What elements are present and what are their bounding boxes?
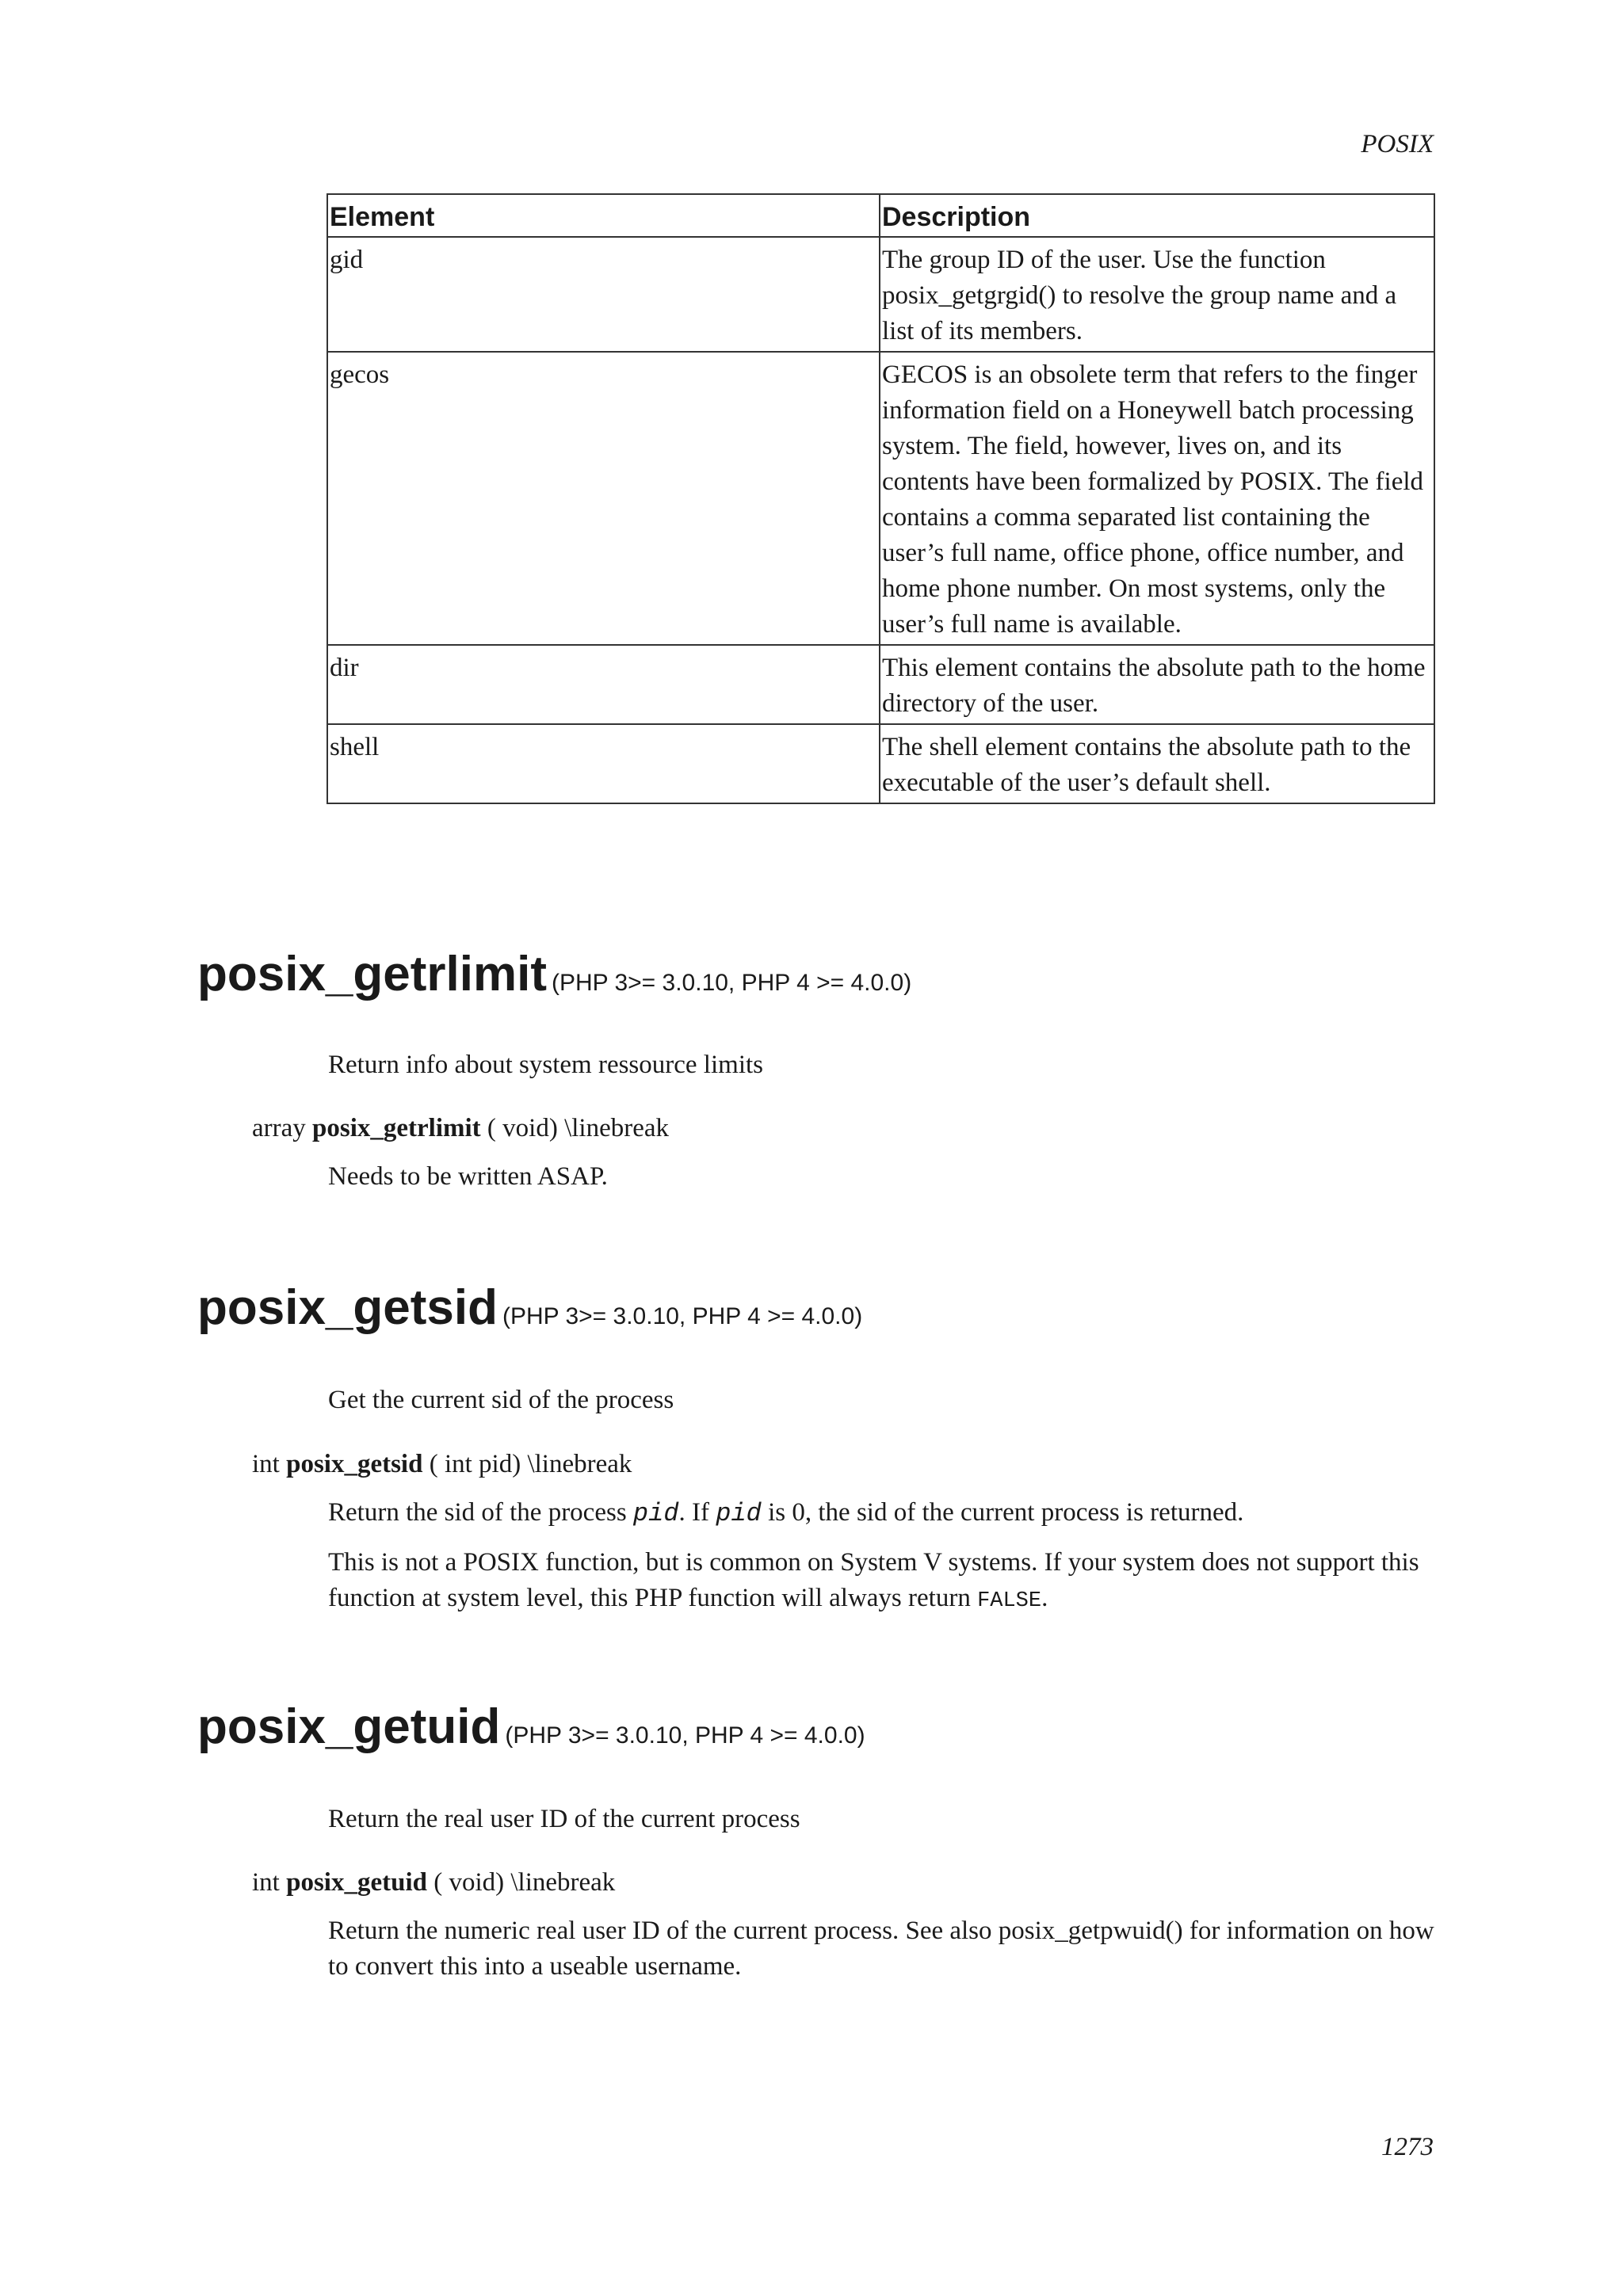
function-description — [328, 1495, 1438, 1531]
version-info: (PHP 3>= 3.0.10, PHP 4 >= 4.0.0) — [505, 1722, 865, 1749]
entry-title-posix-getrlimit — [197, 945, 911, 1013]
table-row — [327, 237, 1434, 352]
page-number: 1273 — [1381, 2133, 1434, 2161]
function-purpose: Get the current sid of the process — [328, 1386, 674, 1414]
element-cell: shell — [327, 724, 880, 803]
column-header-description: Description — [880, 194, 1434, 237]
element-cell: dir — [327, 645, 880, 724]
table-header-row — [327, 194, 1434, 237]
function-name: posix_getuid — [197, 1699, 501, 1754]
function-name: posix_getrlimit — [197, 947, 547, 1001]
version-info: (PHP 3>= 3.0.10, PHP 4 >= 4.0.0) — [502, 1303, 863, 1329]
parameter-pid: pid — [632, 1499, 679, 1528]
description-text: . If — [678, 1498, 716, 1527]
note-text: This is not a POSIX function, but is common on System V systems. If your system does not support this function at system level, this PHP function will always return — [328, 1548, 1419, 1612]
constant-false: FALSE — [977, 1589, 1042, 1613]
function-description: Needs to be written ASAP. — [328, 1162, 608, 1191]
description-cell: The shell element contains the absolute path to the executable of the user’s default shell. — [880, 724, 1434, 803]
description-cell: This element contains the absolute path to the home directory of the user. — [880, 645, 1434, 724]
version-info: (PHP 3>= 3.0.10, PHP 4 >= 4.0.0) — [552, 970, 912, 996]
running-header: POSIX — [1361, 130, 1434, 158]
function-purpose: Return info about system ressource limits — [328, 1051, 763, 1079]
function-purpose: Return the real user ID of the current process — [328, 1805, 800, 1833]
element-cell: gid — [327, 237, 880, 352]
function-synopsis — [252, 1865, 615, 1900]
synopsis-args: ( void) \linebreak — [433, 1868, 616, 1897]
synopsis-args: ( int pid) \linebreak — [429, 1450, 632, 1478]
synopsis-function-name: posix_getuid — [286, 1868, 427, 1897]
note-text: . — [1041, 1584, 1048, 1612]
description-cell: GECOS is an obsolete term that refers to the finger information field on a Honeywell batch processing system. The field, however, lives on, and its contents have been formalized by POSIX. The field contains a comma separated list containing the user’s full name, office phone, office number, and home phone number. On most systems, only the user’s full name is available. — [880, 352, 1434, 645]
elements-table — [327, 193, 1435, 804]
column-header-element: Element — [327, 194, 880, 237]
return-type: int — [252, 1450, 280, 1478]
function-description: Return the numeric real user ID of the current process. See also posix_getpwuid() for information on how to convert this into a useable username. — [328, 1917, 1434, 1981]
entry-title-posix-getsid — [197, 1279, 862, 1346]
description-text: Return the sid of the process — [328, 1498, 633, 1527]
element-cell: gecos — [327, 352, 880, 645]
synopsis-function-name: posix_getrlimit — [312, 1114, 481, 1142]
function-note — [328, 1545, 1438, 1619]
description-text: is 0, the sid of the current process is returned. — [761, 1498, 1244, 1527]
description-cell: The group ID of the user. Use the function posix_getgrgid() to resolve the group name and a list of its members. — [880, 237, 1434, 352]
return-type: int — [252, 1868, 280, 1897]
function-synopsis — [252, 1111, 669, 1146]
return-type: array — [252, 1114, 306, 1142]
synopsis-args: ( void) \linebreak — [487, 1114, 670, 1142]
table-row — [327, 724, 1434, 803]
synopsis-function-name: posix_getsid — [286, 1450, 423, 1478]
function-synopsis — [252, 1447, 632, 1482]
function-name: posix_getsid — [197, 1280, 498, 1335]
parameter-pid: pid — [716, 1499, 762, 1528]
entry-title-posix-getuid — [197, 1698, 865, 1765]
table-row — [327, 645, 1434, 724]
table-row — [327, 352, 1434, 645]
